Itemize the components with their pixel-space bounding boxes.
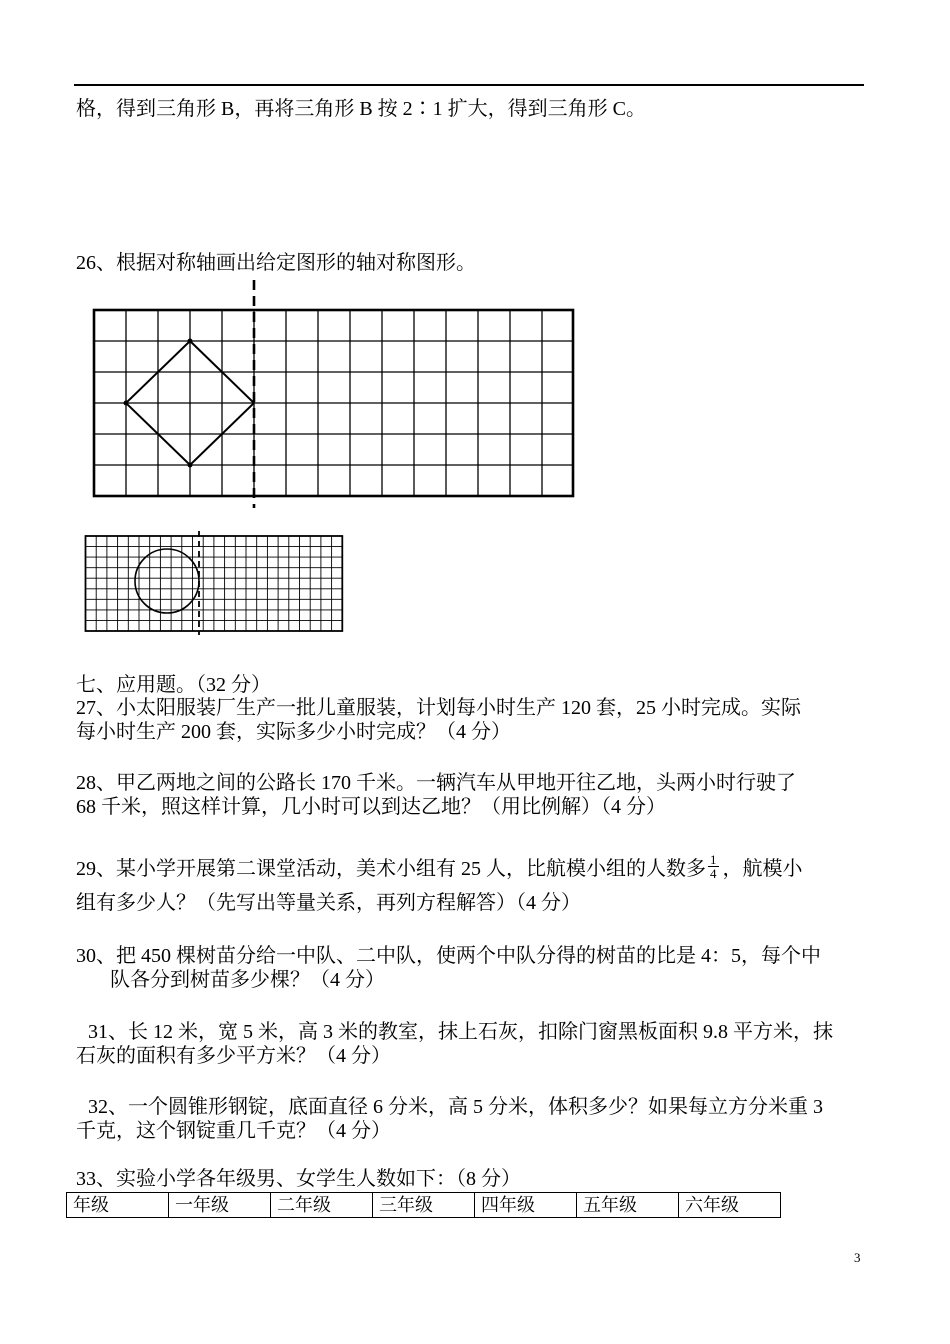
q32-line1: 32、一个圆锥形钢锭，底面直径 6 分米，高 5 分米，体积多少？如果每立方分米重 3: [88, 1096, 823, 1118]
q28-line2: 68 千米，照这样计算，几小时可以到达乙地？（用比例解）（4 分）: [76, 796, 666, 818]
table-cell: 年级: [67, 1193, 169, 1218]
symmetry-grid-diamond: [88, 280, 582, 510]
table-cell: 二年级: [271, 1193, 373, 1218]
q31-line2: 石灰的面积有多少平方米？（4 分）: [76, 1045, 391, 1067]
table-row: [67, 1193, 781, 1218]
q25-continuation: 格，得到三角形 B，再将三角形 B 按 2∶1 扩大，得到三角形 C。: [76, 98, 647, 120]
q27-line1: 27、小太阳服装厂生产一批儿童服装，计划每小时生产 120 套，25 小时完成。实际: [76, 697, 801, 719]
q30-line1: 30、把 450 棵树苗分给一中队、二中队，使两个中队分得的树苗的比是 4：5，每个中: [76, 945, 821, 967]
q31-line1: 31、长 12 米，宽 5 米，高 3 米的教室，抹上石灰，扣除门窗黑板面积 9.8 平方米，抹: [88, 1021, 833, 1043]
circle-shape: [135, 549, 199, 613]
q28-line1: 28、甲乙两地之间的公路长 170 千米。一辆汽车从甲地开往乙地，头两小时行驶了: [76, 772, 796, 794]
q33-title: 33、实验小学各年级男、女学生人数如下：（8 分）: [76, 1168, 521, 1190]
table-cell: 四年级: [475, 1193, 577, 1218]
top-rule: [74, 84, 864, 86]
page-number: 3: [854, 1250, 861, 1265]
q29-line1: 29、某小学开展第二课堂活动，美术小组有 25 人，比航模小组的人数多 $\frac{1}{4}$ ，航模小: [76, 851, 803, 881]
table-cell: 六年级: [679, 1193, 781, 1218]
symmetry-grid-circle: [80, 530, 350, 636]
q27-line2: 每小时生产 200 套，实际多少小时完成？（4 分）: [76, 721, 511, 743]
grid-lines: [94, 310, 573, 496]
q26-title: 26、根据对称轴画出给定图形的轴对称图形。: [76, 252, 476, 274]
fraction-one-quarter: $\frac{1}{4}$: [710, 851, 717, 881]
table-cell: 三年级: [373, 1193, 475, 1218]
grade-table: [66, 1192, 781, 1218]
q29-line2: 组有多少人？（先写出等量关系，再列方程解答）（4 分）: [76, 892, 581, 914]
q30-line2: 队各分到树苗多少棵？（4 分）: [110, 969, 385, 991]
table-cell: 一年级: [169, 1193, 271, 1218]
q32-line2: 千克，这个钢锭重几千克？（4 分）: [76, 1120, 391, 1142]
small-grid-lines: [86, 536, 343, 631]
section-7-title: 七、应用题。（32 分）: [76, 674, 271, 696]
table-cell: 五年级: [577, 1193, 679, 1218]
